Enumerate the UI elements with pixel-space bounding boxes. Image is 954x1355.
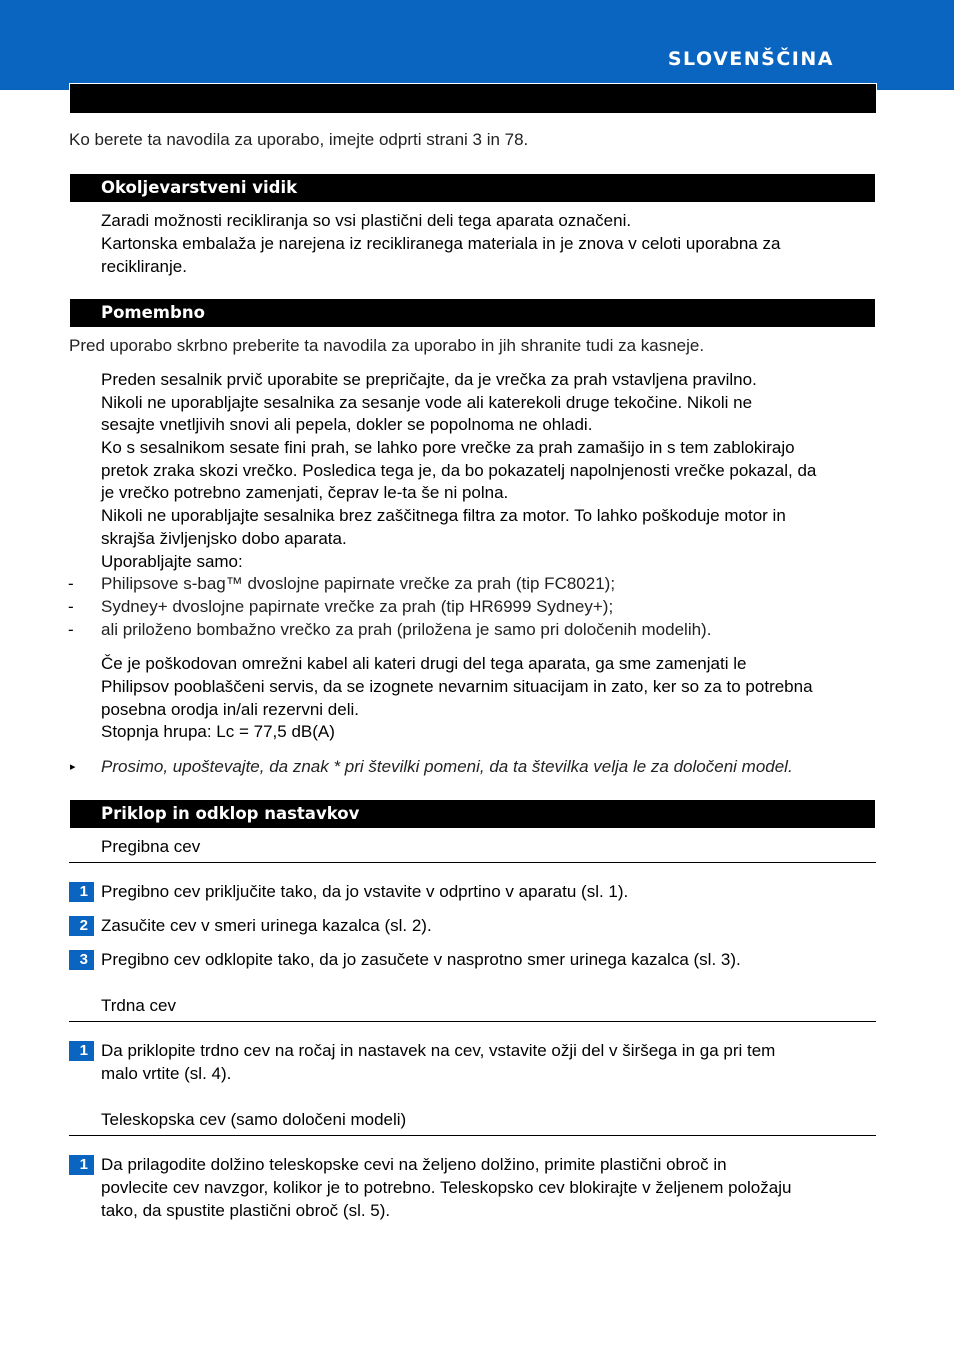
important-line: Če je poškodovan omrežni kabel ali kateri drugi del tega aparata, ga sme zamenjati le [101,654,747,673]
important-line: skrajša življenjsko dobo aparata. [101,529,347,548]
env-line: Zaradi možnosti recikliranja so vsi plastični deli tega aparata označeni. [101,211,632,230]
env-line: recikliranje. [101,257,187,276]
step-number: 1 [69,882,94,902]
important-line: Philipsov pooblaščeni servis, da se izognete nevarnim situacijam in zato, ker so za to potrebna [101,677,813,696]
important-intro: Pred uporabo skrbno preberite ta navodila za uporabo in jih shranite tudi za kasneje. [69,336,705,355]
important-line: Nikoli ne uporabljajte sesalnika za sesanje vode ali katerekoli druge tekočine. Nikoli ne [101,393,753,412]
important-line: Uporabljajte samo: [101,552,243,571]
divider [69,1135,876,1136]
section-header-attachments [70,800,875,828]
dash-item: Sydney+ dvoslojne papirnate vrečke za prah (tip HR6999 Sydney+); [101,597,614,616]
intro-text: Ko berete ta navodila za uporabo, imejte odprti strani 3 in 78. [69,130,529,149]
important-line: Preden sesalnik prvič uporabite se prepričajte, da je vrečka za prah vstavljena pravilno. [101,370,757,389]
step-text: povlecite cev navzgor, kolikor je to potrebno. Teleskopsko cev blokirajte v željenem položaju [101,1178,792,1197]
step-text: Da priklopite trdno cev na ročaj in nastavek na cev, vstavite ožji del v širšega in ga pri tem [101,1041,776,1060]
step-number: 3 [69,950,94,970]
important-line: sesajte vnetljivih snovi ali pepela, dokler se popolnoma ne ohladi. [101,415,593,434]
subsection-title: Pregibna cev [101,837,201,856]
important-line: Nikoli ne uporabljajte sesalnika brez zaščitnega filtra za motor. To lahko poškoduje motor in [101,506,786,525]
important-line: Stopnja hrupa: Lc = 77,5 dB(A) [101,722,335,741]
step-number: 1 [69,1041,94,1061]
divider [69,862,876,863]
step-number: 2 [69,916,94,936]
step-text: malo vrtite (sl. 4). [101,1064,232,1083]
header-black-bar [69,83,877,113]
important-line: pretok zraka skozi vrečko. Posledica tega je, da bo pokazatelj napolnjenosti vrečke pokazal, da [101,461,817,480]
important-line: Ko s sesalnikom sesate fini prah, se lahko pore vrečke za prah zamašijo in s tem zablokirajo [101,438,795,457]
step-text: Zasučite cev v smeri urinega kazalca (sl. 2). [101,916,432,935]
important-line: posebna orodja in/ali rezervni deli. [101,700,359,719]
env-line: Kartonska embalaža je narejena iz recikliranega materiala in je znova v celoti uporabna za [101,234,781,253]
note-arrow-icon: ▸ [70,761,76,773]
step-text: tako, da spustite plastični obroč (sl. 5). [101,1201,391,1220]
dash-marker: - [68,620,74,639]
language-label: SLOVENŠČINA [667,48,834,70]
subsection-title: Teleskopska cev (samo določeni modeli) [101,1110,407,1129]
step-number: 1 [69,1155,94,1175]
section-title: Priklop in odklop nastavkov [101,804,360,823]
step-text: Pregibno cev odklopite tako, da jo zasučete v nasprotno smer urinega kazalca (sl. 3). [101,950,741,969]
model-note: Prosimo, upoštevajte, da znak * pri številki pomeni, da ta številka velja le za določeni model. [101,757,793,776]
section-title: Pomembno [101,303,205,322]
step-text: Pregibno cev priključite tako, da jo vstavite v odprtino v aparatu (sl. 1). [101,882,629,901]
section-header-environment [70,174,875,202]
dash-marker: - [68,597,74,616]
header-bar [0,0,954,90]
divider [69,1021,876,1022]
subsection-title: Trdna cev [101,996,176,1015]
section-header-important [70,299,875,327]
step-text: Da prilagodite dolžino teleskopske cevi na željeno dolžino, primite plastični obroč in [101,1155,727,1174]
dash-item: Philipsove s-bag™ dvoslojne papirnate vrečke za prah (tip FC8021); [101,574,616,593]
important-line: je vrečko potrebno zamenjati, čeprav le-ta še ni polna. [101,483,509,502]
dash-item: ali priloženo bombažno vrečko za prah (priložena je samo pri določenih modelih). [101,620,712,639]
dash-marker: - [68,574,74,593]
section-title: Okoljevarstveni vidik [101,178,298,197]
